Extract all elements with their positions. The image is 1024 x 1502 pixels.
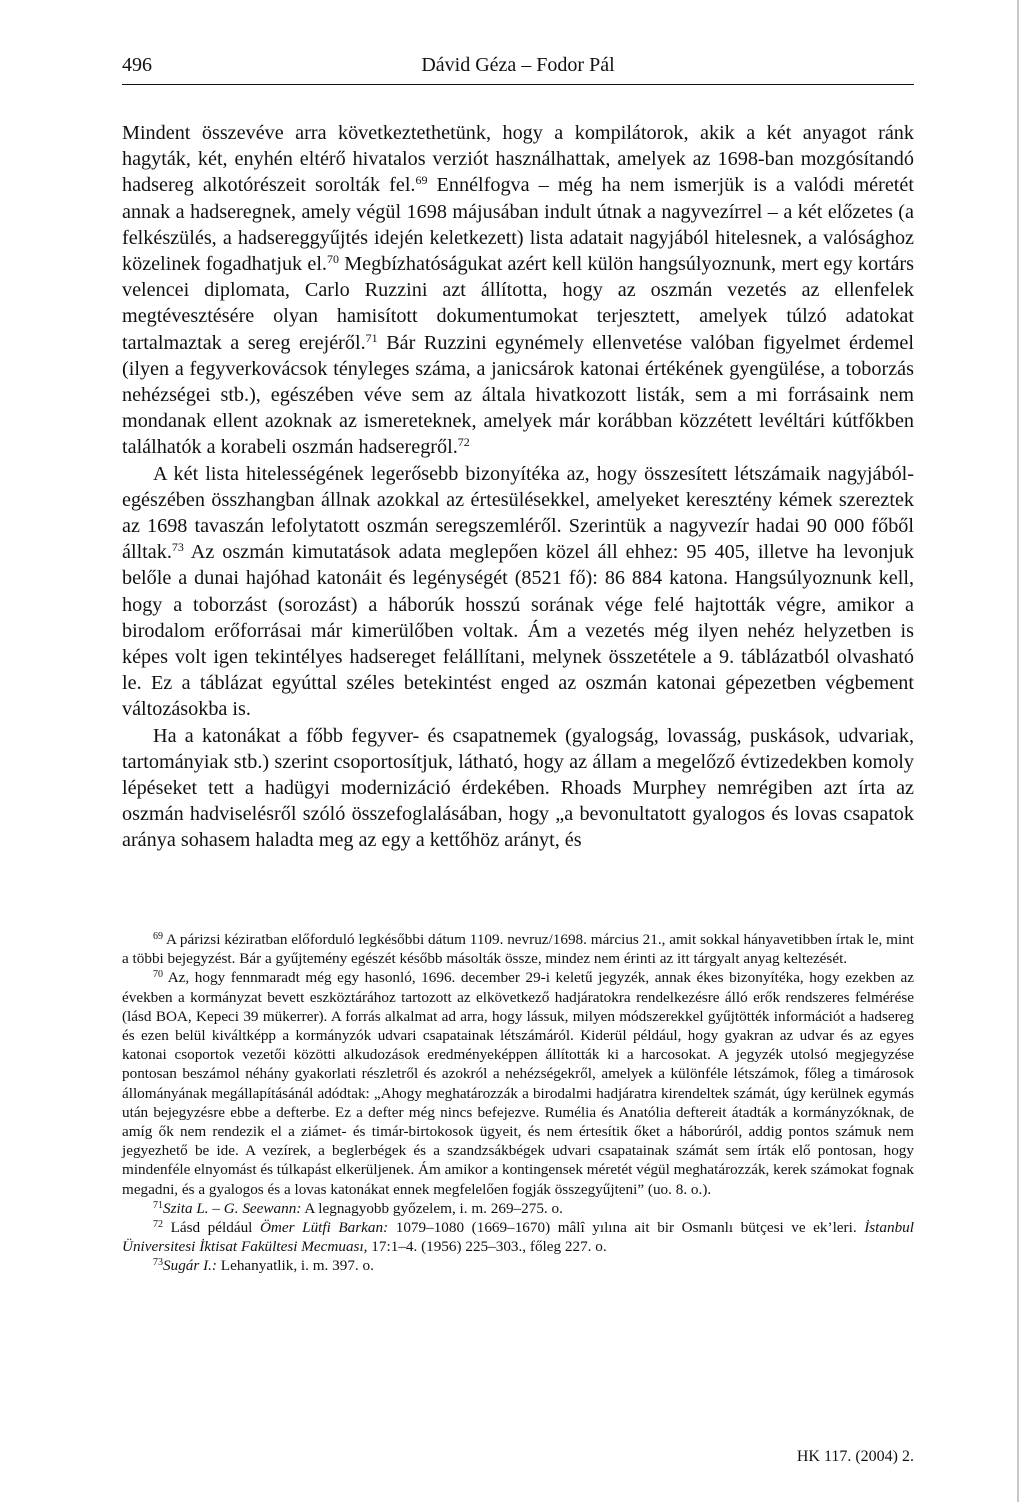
footnote-text: Lásd például [163, 1219, 260, 1237]
journal-reference: HK 117. (2004) 2. [796, 1448, 914, 1465]
footnote-number: 73 [153, 1257, 163, 1269]
footnote-text: A legnagyobb győzelem, i. m. 269–275. o. [301, 1199, 563, 1217]
footnote-author: Sugár I.: [163, 1257, 217, 1275]
paragraph-1-text-d: Bár Ruzzini egynémely ellenvetése valóban figyelmet érdemel (ilyen a fegyverkovácsok tényleges száma, a janicsárok katonai értékének gyengülése, a toborzás nehézségei stb.), egészében véve sem az általa hivatkozott listák, sem a mi forrásaink nem mondanak ellent azoknak az ismereteknek, amelyek már korábban közzétett levéltári kútfőkben találhatók a korabeli oszmán hadseregről. [122, 331, 914, 459]
page-number: 496 [122, 54, 152, 76]
footnote-ref-69[interactable]: 69 [415, 173, 428, 188]
footnote-author: Szita L. – G. Seewann: [163, 1199, 302, 1217]
paragraph-1 [122, 120, 914, 461]
footnote-number: 70 [153, 969, 163, 981]
footnote-70 [122, 968, 914, 1198]
footnote-text: 1079–1080 (1669–1670) mâlî yılına ait bir Osmanlı bütçesi ve ek’leri. [388, 1219, 865, 1237]
paragraph-1-text-c: Megbízhatóságukat azért kell külön hangsúlyoznunk, mert egy kortárs velencei diplomata, Carlo Ruzzini azt állította, hogy az oszmán vezetés az ellenfelek megtévesztésére olyan hamisított dokumentumokat terjesztett, amelyek túlzó adatokat tartalmaztak a sereg erejéről. [122, 253, 914, 354]
footnote-number: 72 [153, 1219, 163, 1231]
paragraph-1-text-b: Ennélfogva – még ha nem ismerjük is a valódi méretét annak a hadseregnek, amely végül 1698 májusában indult útnak a nagyvezírrel – a két előzetes (a felkészülés, a hadsereggyűjtés idején keletkezett) lista adatait nagyjából hitelesnek, a valósághoz közelinek fogadhatjuk el. [122, 174, 914, 276]
footnote-69 [122, 930, 914, 968]
footnotes [122, 930, 914, 1276]
footnote-73 [122, 1256, 914, 1275]
paragraph-1-text-a: Mindent összevéve arra következtethetünk, hogy a kompilátorok, akik a két anyagot ránk hagyták, két, enyhén eltérő hivatalos verziót használhattak, amelyek az 1698-ban mozgósítandó hadsereg alkotórészeit sorolták fel. [122, 122, 914, 197]
paragraph-3 [122, 723, 914, 854]
paragraph-2 [122, 461, 914, 723]
footnote-ref-73[interactable]: 73 [171, 540, 184, 555]
footnote-ref-70[interactable]: 70 [326, 252, 339, 267]
footnote-72 [122, 1218, 914, 1256]
footnote-text: Lehanyatlik, i. m. 397. o. [217, 1257, 374, 1275]
footnote-text: A párizsi kéziratban előforduló legkésőbbi dátum 1109. nevruz/1698. március 21., amit sokkal hányavetibben írtak le, mint a többi bejegyzést. Bár a gyűjtemény egészét később másolták össze, mindez nem érinti az itt tárgyalt anyag keltezését. [122, 931, 914, 968]
page-edge-line [1017, 0, 1019, 1502]
footnote-text: 17:1–4. (1956) 225–303., főleg 227. o. [367, 1238, 607, 1256]
paragraph-2-text-a: A két lista hitelességének legerősebb bizonyítéka az, hogy összesített létszámaik nagyjából-egészében összhangban állnak azokkal az értesülésekkel, amelyeket keresztény kémek szereztek az 1698 tavaszán lefolytatott oszmán seregszemléről. Szerintük a nagyvezír hadai 90 000 főből álltak. [122, 462, 914, 564]
paragraph-2-text-b: Az oszmán kimutatások adata meglepően közel áll ehhez: 95 405, illetve ha levonjuk belőle a dunai hajóhad katonáit és legénységét (8521 fő): 86 884 katona. Hangsúlyoznunk kell, hogy a toborzást (sorozást) a háborúk hosszú sorának vége felé hajtották végre, amikor a birodalom erőforrásai már kimerülőben voltak. Ám a vezetés még ilyen nehéz helyzetben is képes volt igen tekintélyes hadsereget felállítani, melynek összetétele a 9. táblázatból olvasható le. Ez a táblázat egyúttal széles betekintést enged az oszmán katonai gépezetben végbement változásokba is. [122, 541, 914, 721]
footnote-text: Az, hogy fennmaradt még egy hasonló, 1696. december 29-i keletű jegyzék, annak ékes bizonyítéka, hogy ezekben az években a kormányzat bevett eszköztárához tartozott az elkövetkező hadjáratokra rendelkezésre álló erők rendszeres felmérése (lásd BOA, Kepeci 39 mükerrer). A forrás alkalmat ad arra, hogy lássuk, milyen módszerekkel gyűjtötték információt a hadsereg és ezen belül kiváltképp a kormányzók udvari csapatainak létszámáról. Kiderül például, hogy gyakran az udvar és az egyes katonai csoportok vezetői közötti alkudozások eredményeképpen állították ki a harcosokat. A jegyzék utolsó megjegyzése pontosan beszámol néhány gyakorlati részletről és azokról a nehézségekről, amelyek a különféle létszámok, főleg a timárosok állományának megállapításánál adódtak: „Ahogy meghatározzák a birodalmi hadjáratra kirendeltek számát, úgy kerülnek egymás után bejegyzésre ebbe a defterbe. Ez a defter még nincs befejezve. Rumélia és Anatólia deftereit átadták a kormányzóknak, de amíg ők nem rendezik el a ziámet- és timár-birtokosok ügyeit, és nem értesítik őket a háborúról, addig pontos számuk nem jegyezhető be ide. A vezírek, a beglerbégek és a szandzsákbégek udvari csapatainak számát sem írták elő pontosan, hogy mindenféle elnyomást és túlkapást elkerüljenek. Ám amikor a kontingensek méretét végül meghatározzák, kerek számokat fognak megadni, és a gyalogos és a lovas katonákat ennek megfelelően fogják összegyűjteni” (uo. 8. o.). [122, 969, 914, 1198]
body-text [122, 120, 914, 854]
footnote-journal: İstanbul Üniversitesi İktisat Fakültesi Mecmuası, [122, 1219, 914, 1256]
footnote-ref-72[interactable]: 72 [457, 435, 470, 450]
footnote-ref-71[interactable]: 71 [365, 330, 378, 345]
paragraph-3-text: Ha a katonákat a főbb fegyver- és csapatnemek (gyalogság, lovasság, puskások, udvariak, tartományiak stb.) szerint csoportosítjuk, látható, hogy az állam a megelőző évtizedekben komoly lépéseket tett a hadügyi modernizáció érdekében. Rhoads Murphey nemrégiben azt írta az oszmán hadviselésről szóló összefoglalásában, hogy „a bevonultatott gyalogos és lovas csapatok aránya sohasem haladta meg az egy a kettőhöz arányt, és [122, 724, 914, 852]
footnote-number: 71 [153, 1199, 163, 1211]
footnote-number: 69 [153, 931, 163, 942]
running-head-title: Dávid Géza – Fodor Pál [421, 54, 615, 76]
footnote-author: Ömer Lütfi Barkan: [259, 1219, 389, 1237]
footnote-71 [122, 1199, 914, 1218]
running-head [122, 50, 914, 85]
